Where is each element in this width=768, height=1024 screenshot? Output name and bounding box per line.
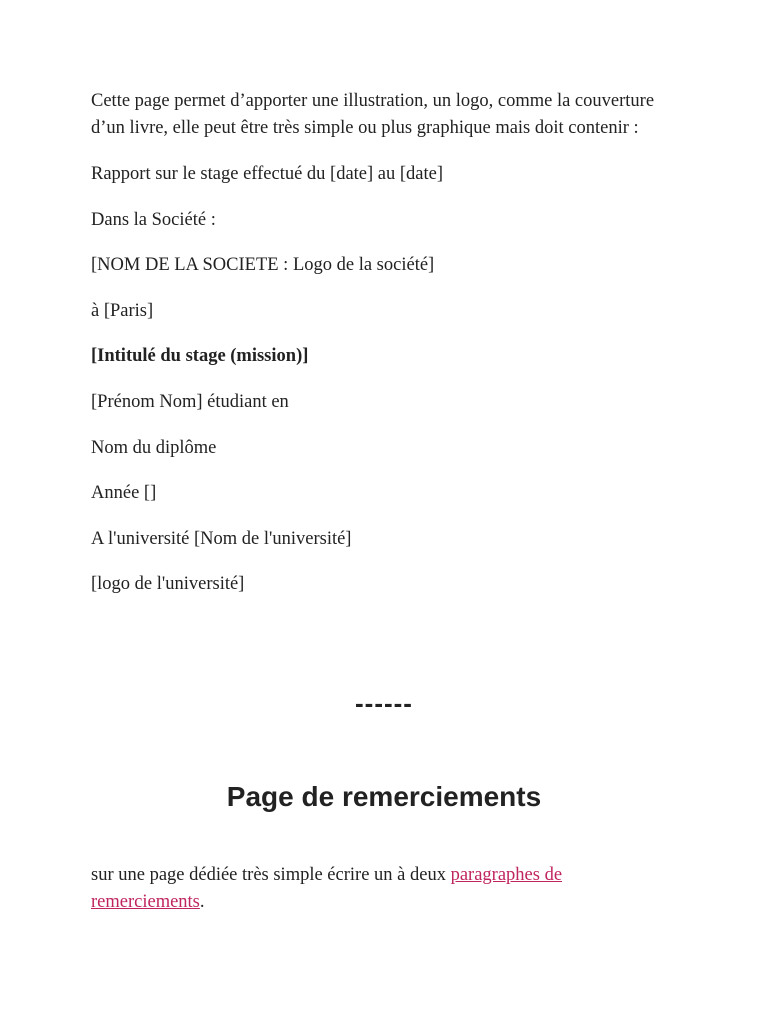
acknowledgements-period: . — [199, 892, 205, 912]
student-line: [Prénom Nom] étudiant en — [91, 391, 289, 412]
acknowledgements-paragraph — [91, 862, 677, 916]
university-line: A l'université [Nom de l'université] — [91, 528, 352, 549]
year-line: Année [] — [91, 483, 157, 504]
internship-title-line: [Intitulé du stage (mission)] — [91, 346, 309, 367]
university-logo-line: [logo de l'université] — [91, 574, 245, 595]
intro-paragraph: Cette page permet d’apporter une illustration, un logo, comme la couverture d’un livre, elle peut être très simple ou plus graphique mais doit contenir : — [91, 91, 655, 138]
city-line: à [Paris] — [91, 300, 154, 321]
company-name-line: [NOM DE LA SOCIETE : Logo de la société] — [91, 255, 435, 276]
cover-page-description — [91, 88, 677, 617]
acknowledgements-text: sur une page dédiée très simple écrire un à deux — [91, 865, 451, 885]
company-label-line: Dans la Société : — [91, 209, 216, 230]
section-separator: ------ — [355, 688, 413, 718]
diploma-line: Nom du diplôme — [91, 437, 217, 458]
section-heading: Page de remerciements — [226, 781, 542, 812]
acknowledgements-link[interactable]: paragraphes de remerciements — [91, 865, 563, 912]
report-line: Rapport sur le stage effectué du [date] au [date] — [91, 164, 444, 184]
